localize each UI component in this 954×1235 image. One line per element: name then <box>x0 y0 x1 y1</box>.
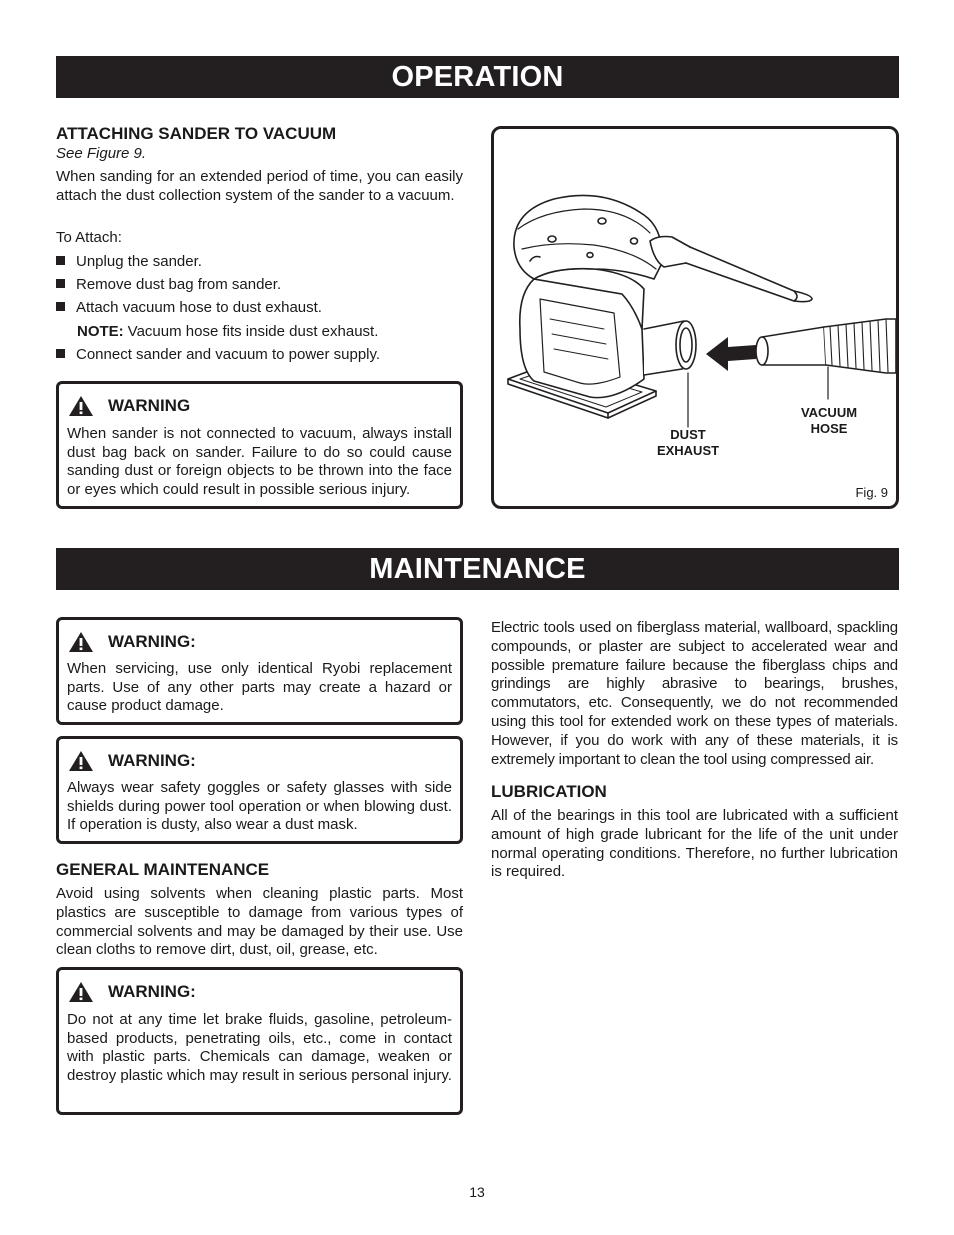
warning-header <box>68 981 196 1003</box>
bullet-square-icon <box>56 302 65 311</box>
maintenance-banner: MAINTENANCE <box>56 548 899 590</box>
maintenance-warning-box-1 <box>56 617 463 725</box>
maintenance-warning-box-2 <box>56 736 463 844</box>
lubrication-heading: LUBRICATION <box>491 782 607 801</box>
figure-caption: Fig. 9 <box>855 485 888 500</box>
maintenance-warning-box-3 <box>56 967 463 1115</box>
note-text: Vacuum hose fits inside dust exhaust. <box>127 323 379 340</box>
page-number: 13 <box>469 1184 485 1200</box>
see-figure-ref: See Figure 9. <box>56 145 147 162</box>
note <box>77 323 378 340</box>
to-attach-label: To Attach: <box>56 229 122 246</box>
warning-title: WARNING: <box>108 751 196 770</box>
attach-intro-text: When sanding for an extended period of time, you can easily attach the dust collection system of the sander to a vacuum. <box>56 168 463 204</box>
bullet-square-icon <box>56 256 65 265</box>
step-item: Unplug the sander. <box>56 253 202 271</box>
warning-header <box>68 631 196 653</box>
operation-banner: OPERATION <box>56 56 899 98</box>
warning-header <box>68 395 190 417</box>
warning-header <box>68 750 196 772</box>
bullet-square-icon <box>56 279 65 288</box>
attach-sander-heading: ATTACHING SANDER TO VACUUM <box>56 124 337 143</box>
warning-triangle-icon <box>68 750 94 772</box>
lubrication-text: All of the bearings in this tool are lubricated with a sufficient amount of high grade lubricant for the life of the unit under normal operating conditions. Therefore, no further lubrication is required. <box>491 807 898 881</box>
warning-text: When servicing, use only identical Ryobi replacement parts. Use of any other parts may create a hazard or cause product damage. <box>67 660 452 715</box>
warning-text: Do not at any time let brake fluids, gasoline, petroleum-based products, penetrating oils, etc., come in contact with plastic parts. Chemicals can damage, weaken or destroy plastic which may result in serious personal injury. <box>67 1011 452 1084</box>
general-maintenance-text: Avoid using solvents when cleaning plastic parts. Most plastics are susceptible to damage from various types of commercial solvents and may be damaged by their use. Use clean cloths to remove dirt, dust, oil, grease, etc. <box>56 885 463 959</box>
dust-exhaust-label: DUST EXHAUST <box>656 427 720 458</box>
figure-9 <box>491 126 899 509</box>
fiberglass-text: Electric tools used on fiberglass material, wallboard, spackling compounds, or plaster are subject to accelerated wear and possible premature failure because the fiberglass chips and grindings are highly abrasive to bearings, brushes, commutators, etc. Consequently, we do not recommended using this tool for extended work on these types of materials. However, if you do work with any of these materials, it is extremely important to clean the tool using compressed air. <box>491 619 898 768</box>
operation-warning-box <box>56 381 463 509</box>
warning-title: WARNING: <box>108 632 196 651</box>
warning-title: WARNING <box>108 396 191 415</box>
bullet-square-icon <box>56 349 65 358</box>
warning-text: When sander is not connected to vacuum, always install dust bag back on sander. Failure to do so could cause sanding dust or foreign objects to be thrown into the face or eyes which could result in possible serious injury. <box>67 425 452 498</box>
step-item: Connect sander and vacuum to power supply. <box>56 346 380 364</box>
warning-triangle-icon <box>68 395 94 417</box>
step-item: Remove dust bag from sander. <box>56 276 281 294</box>
general-maintenance-heading: GENERAL MAINTENANCE <box>56 860 270 879</box>
vacuum-hose-label: VACUUM HOSE <box>800 405 858 436</box>
warning-title: WARNING: <box>108 982 196 1001</box>
step-item: Attach vacuum hose to dust exhaust. <box>56 299 322 317</box>
warning-triangle-icon <box>68 981 94 1003</box>
note-label: NOTE: <box>77 323 124 340</box>
warning-triangle-icon <box>68 631 94 653</box>
warning-text: Always wear safety goggles or safety glasses with side shields during power tool operation or when blowing dust. If operation is dusty, also wear a dust mask. <box>67 779 452 834</box>
